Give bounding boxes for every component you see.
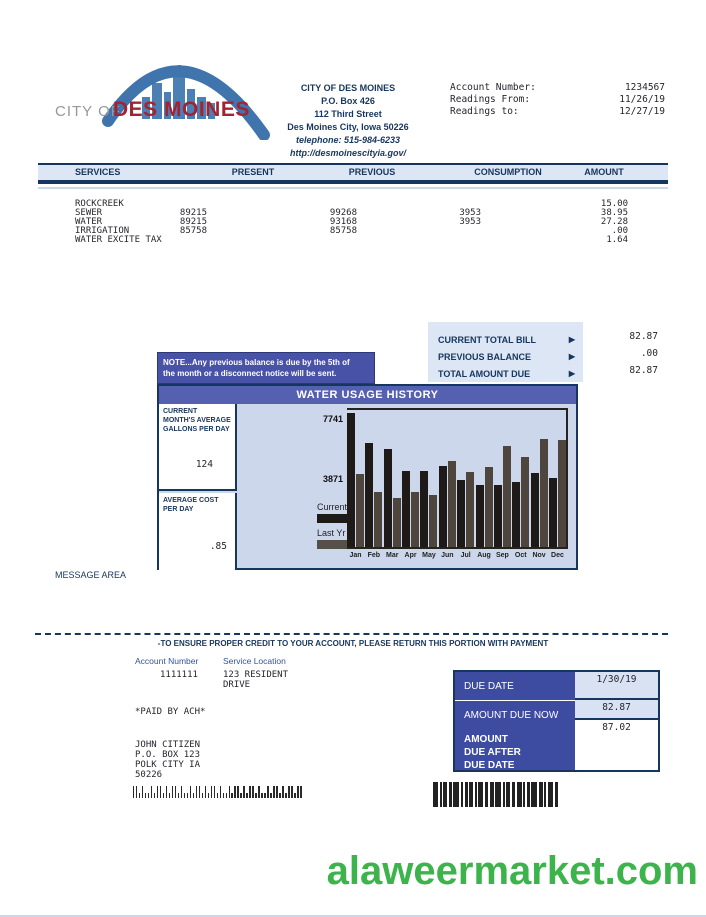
postnet-bar [285,793,286,798]
service-location-line-2: DRIVE [223,680,251,690]
postnet-bar [151,786,152,798]
postnet-bar [163,793,164,798]
postnet-bar [178,793,179,798]
postnet-bar [267,786,268,798]
return-portion-notice: -TO ENSURE PROPER CREDIT TO YOUR ACCOUNT, PLEASE RETURN THIS PORTION WITH PAYMENT [157,639,549,648]
amount-due-after-line-2: DUE AFTER [464,747,521,758]
previous-balance-note [157,352,375,384]
postnet-bar [273,786,274,798]
postnet-bar [234,786,235,798]
postnet-bar [252,786,253,798]
postnet-bar [175,786,176,798]
postnet-bar [157,786,158,798]
previous-value: 85758 [329,226,357,236]
bar-lastyr [356,474,364,547]
month-label: Feb [367,552,381,559]
bar-lastyr [485,467,493,547]
address-line: 112 Third Street [314,109,382,119]
address-line: Des Moines City, Iowa 50226 [287,122,409,132]
services-table-header [38,163,668,184]
readings-to-row [450,106,665,118]
current-total-bill-row [438,331,575,348]
barcode-bar [495,782,501,807]
postnet-bar [154,793,155,798]
postnet-bar [214,786,215,798]
avg-gallons-box [159,404,237,491]
postnet-bar [172,786,173,798]
barcode-bar [490,782,494,807]
postnet-bar [223,793,224,798]
barcode-bar [469,782,473,807]
bar-lastyr [521,457,529,547]
bar-current [420,471,428,547]
barcode-bar [539,782,543,807]
ytick-7741: 7741 [322,414,343,424]
due-table-labels-column [455,672,575,770]
barcode-bar [443,782,447,807]
water-usage-history-panel [157,384,578,570]
postnet-barcode [133,786,318,798]
postnet-bar [145,793,146,798]
bar-group-jun [439,410,456,559]
barcode-bar [449,782,452,807]
website-line: http://desmoinescityia.gov/ [289,148,407,158]
account-number-label: Account Number: [450,82,536,93]
current-total-bill-value: 82.87 [629,331,658,342]
bar-group-jul [457,410,474,559]
postnet-bar [136,786,137,798]
bar-current [384,449,392,547]
col-previous: PREVIOUS [348,167,396,177]
telephone-line: telephone: 515-984-6233 [295,135,401,145]
readings-from-row [450,94,665,106]
readings-to-label: Readings to: [450,106,519,117]
postnet-bar [202,793,203,798]
previous-balance-row [438,348,575,365]
bar-lastyr [448,461,456,547]
postnet-bar [169,793,170,798]
postnet-bar [294,793,295,798]
amount-value: 15.00 [600,199,628,209]
arrow-right-icon: ▶ [568,352,575,361]
postnet-bar [246,793,247,798]
postnet-bar [300,786,301,798]
total-amount-due-label: TOTAL AMOUNT DUE [438,368,531,379]
barcode-bar [523,782,525,807]
month-label: Aug [477,552,491,559]
bar-lastyr [503,446,511,547]
barcode-bar [478,782,483,807]
postnet-bar [288,786,289,798]
due-date-value: 1/30/19 [575,672,658,700]
bar-group-apr [402,410,419,559]
bar-current [494,485,502,547]
postnet-bar [205,786,206,798]
avg-cost-box [159,493,237,570]
postnet-bar [190,786,191,798]
postnet-bar [255,793,256,798]
bar-group-oct [512,410,529,559]
postnet-bar [133,786,134,798]
col-present: PRESENT [231,167,275,177]
stub-service-location-label: Service Location [223,656,286,666]
avg-cost-label: AVERAGE COST PER DAY [163,497,219,513]
legend-lastyr-label: Last Yr [317,528,346,538]
postnet-bar [193,793,194,798]
amount-value: 38.95 [600,208,628,218]
postnet-bar [231,793,232,798]
tear-off-divider [35,633,668,635]
mail-to-name: JOHN CITIZEN [135,740,201,750]
stub-account-number-label: Account Number [135,656,199,666]
due-date-label: DUE DATE [455,672,575,701]
month-label: Jun [441,552,454,559]
bar-current [365,443,373,547]
postnet-bar [249,786,250,798]
bar-lastyr [411,492,419,547]
stub-account-number-value: 1111111 [160,670,198,680]
bar-lastyr [374,492,382,547]
previous-value: 93168 [329,217,357,227]
amount-due-now-value: 82.87 [575,700,658,720]
bar-group-dec [549,410,566,559]
month-label: Nov [532,552,546,559]
readings-from-value: 11/26/19 [619,94,665,105]
postnet-bar [208,793,209,798]
address-line: CITY OF DES MOINES [300,83,396,93]
month-label: Jan [349,552,362,559]
usage-bars [347,408,568,559]
bar-lastyr [429,495,437,547]
totals-labels-box [428,322,583,382]
barcode-bar [555,782,558,807]
amount-due-after-value: 87.02 [575,720,658,770]
present-value: 85758 [179,226,207,236]
address-line: P.O. Box 426 [321,96,375,106]
account-number-value: 1234567 [624,82,665,93]
barcode-bar [475,782,477,807]
bar-lastyr [466,472,474,547]
table-row [0,235,706,245]
amount-value: 27.28 [600,217,628,227]
previous-value: 99268 [329,208,357,218]
bar-current [512,482,520,547]
usage-chart [237,404,576,568]
month-label: Dec [551,552,564,559]
service-location-line-1: 123 RESIDENT [223,670,289,680]
postnet-bar [226,793,227,798]
payment-barcode [433,782,558,807]
mail-to-city: POLK CITY IA [135,760,201,770]
bar-group-mar [384,410,401,559]
barcode-bar [461,782,463,807]
month-label: Oct [514,552,527,559]
avg-gallons-label: CURRENT MONTH'S AVERAGE GALLONS PER DAY [163,408,231,433]
city-logo [50,45,285,140]
postnet-bar [166,786,167,798]
amount-due-after-line-3: DUE DATE [464,760,515,771]
consumption-value: 3953 [459,208,481,218]
postnet-bar [199,786,200,798]
month-label: May [422,552,436,559]
postnet-bar [240,793,241,798]
legend-current-swatch [317,514,347,523]
postnet-bar [279,793,280,798]
stub-service-location-value [223,670,288,690]
service-name: WATER EXCITE TAX [75,235,162,245]
barcode-bar [517,782,522,807]
bridge-arch-icon [50,45,285,140]
service-name: SEWER [75,208,103,218]
bar-group-aug [476,410,493,559]
postnet-bar [160,786,161,798]
ytick-3871: 3871 [322,474,343,484]
barcode-bar [503,782,505,807]
postnet-bar [264,793,265,798]
current-total-bill-label: CURRENT TOTAL BILL [438,334,536,345]
previous-balance-label: PREVIOUS BALANCE [438,351,532,362]
postnet-bar [261,793,262,798]
barcode-bar [440,782,442,807]
legend-current-label: Current [317,502,348,512]
mail-to-zip: 50226 [135,770,163,780]
bar-current [531,473,539,547]
barcode-bar [506,782,510,807]
barcode-bar [548,782,553,807]
legend-lastyr-swatch [317,540,347,549]
total-amount-due-value: 82.87 [629,365,658,376]
barcode-bar [453,782,459,807]
total-amount-due-row [438,365,575,382]
barcode-bar [544,782,546,807]
postnet-bar [297,786,298,798]
readings-to-value: 12/27/19 [619,106,665,117]
barcode-bar [433,782,438,807]
logo-des-moines-text: DES MOINES [113,98,250,121]
present-value: 89215 [179,208,207,218]
col-services: SERVICES [75,167,121,177]
service-name: ROCKCREEK [75,199,124,209]
postnet-bar [217,793,218,798]
bar-current [439,466,447,547]
account-number-row [450,82,665,94]
bar-group-nov [531,410,548,559]
postnet-bar [258,786,259,798]
service-name: WATER [75,217,103,227]
postnet-bar [270,793,271,798]
avg-cost-value: .85 [209,541,227,552]
note-line-2: the month or a disconnect notice will be sent. [163,369,337,378]
amount-due-after-label [455,729,575,772]
col-amount: AMOUNT [584,167,624,177]
service-name: IRRIGATION [75,226,130,236]
bar-current [402,471,410,547]
postnet-bar [142,786,143,798]
bar-current [457,480,465,547]
month-label: Mar [385,552,399,559]
note-line-1: NOTE...Any previous balance is due by the 5th of [163,358,350,367]
bar-lastyr [393,498,401,547]
amount-value: 1.64 [606,235,628,245]
consumption-value: 3953 [459,217,481,227]
usage-panel-title: WATER USAGE HISTORY [159,386,576,404]
due-amount-table [453,670,660,772]
barcode-bar [527,782,530,807]
postnet-bar [220,786,221,798]
amount-due-now-label: AMOUNT DUE NOW [464,709,559,721]
postnet-bar [148,793,149,798]
account-info-block [450,82,665,118]
postnet-bar [291,786,292,798]
arrow-right-icon: ▶ [568,335,575,344]
mailing-address-block [135,740,200,780]
avg-gallons-value: 124 [195,459,213,470]
postnet-bar [187,793,188,798]
message-area-label: MESSAGE AREA [55,570,127,580]
month-label: Apr [404,552,417,559]
utility-address-block [258,82,438,160]
previous-balance-value: .00 [640,348,658,359]
readings-from-label: Readings From: [450,94,531,105]
arrow-right-icon: ▶ [568,369,575,378]
barcode-bar [485,782,488,807]
month-label: Sep [495,552,509,559]
barcode-bar [512,782,515,807]
barcode-bar [531,782,537,807]
postnet-bar [229,786,230,798]
amount-due-after-line-1: AMOUNT [464,734,508,745]
month-label: Jul [460,552,471,559]
col-consumption: CONSUMPTION [474,167,542,177]
bar-current [549,478,557,547]
due-table-values-column [575,672,658,770]
bar-group-may [420,410,437,559]
barcode-bar [465,782,468,807]
paid-by-ach-note: *PAID BY ACH* [135,707,206,717]
postnet-bar [139,793,140,798]
postnet-bar [237,786,238,798]
postnet-bar [184,793,185,798]
postnet-bar [196,786,197,798]
amount-value: .00 [611,226,628,236]
table-divider [38,187,668,189]
bar-current [347,413,355,547]
postnet-bar [276,786,277,798]
bar-lastyr [540,439,548,547]
mail-to-street: P.O. BOX 123 [135,750,201,760]
bar-current [476,485,484,547]
postnet-bar [282,786,283,798]
bar-group-sep [494,410,511,559]
postnet-bar [211,786,212,798]
postnet-bar [181,786,182,798]
present-value: 89215 [179,217,207,227]
bar-group-jan [347,410,364,559]
watermark-text: alaweermarket.com [326,849,698,893]
bar-group-feb [365,410,382,559]
logo-city-of-text: CITY OF [55,103,121,120]
bar-lastyr [558,440,566,547]
postnet-bar [243,786,244,798]
